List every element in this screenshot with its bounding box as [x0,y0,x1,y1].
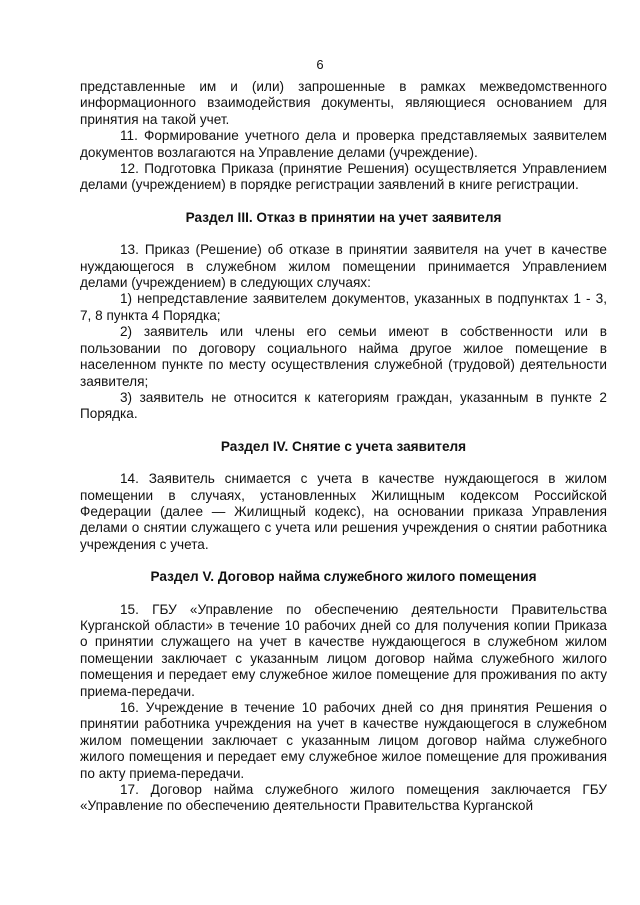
document-body [80,79,607,815]
paragraph-13: 13. Приказ (Решение) об отказе в принятии заявителя на учет в качестве нуждающегося в служебном жилом помещении принимается Управлением делами (учреждением) в следующих случаях: [80,242,607,291]
section-3-heading: Раздел III. Отказ в принятии на учет заявителя [185,209,502,225]
page-number: 6 [316,57,324,72]
paragraph-continuation: представленные им и (или) запрошенные в рамках межведомственного информационного взаимодействия документы, являющиеся основанием для принятия на такой учет. [80,79,607,127]
paragraph-14: 14. Заявитель снимается с учета в качестве нуждающегося в жилом помещении в случаях, установленных Жилищным кодексом Российской Федерации (далее — Жилищный кодекс), на основании приказа Управления делами о снятии служащего с учета или решения учреждения о снятии работника учреждения с учета. [80,471,607,552]
paragraph-12: 12. Подготовка Приказа (принятие Решения) осуществляется Управлением делами (учреждением) в порядке регистрации заявлений в книге регистрации. [80,161,607,193]
list-item-3: 3) заявитель не относится к категориям граждан, указанным в пункте 2 Порядка. [80,389,607,422]
paragraph-16: 16. Учреждение в течение 10 рабочих дней со дня принятия Решения о принятии работника учреждения на учет в качестве нуждающегося в служебном жилом помещении заключает с указанным лицом договор найма служебного жилого помещения и передает ему служебное жилое помещение для проживания по акту приема-передачи. [80,700,607,781]
list-item-1: 1) непредставление заявителем документов, указанных в подпунктах 1 - 3, 7, 8 пункта 4 Порядка; [80,291,607,323]
list-item-2: 2) заявитель или члены его семьи имеют в собственности или в пользовании по договору социального найма другое жилое помещение в населенном пункте по месту осуществления служебной (трудовой) деятельности заявителя; [80,324,607,389]
paragraph-11: 11. Формирование учетного дела и проверка представляемых заявителем документов возлагаются на Управление делами (учреждение). [80,128,607,160]
paragraph-15: 15. ГБУ «Управление по обеспечению деятельности Правительства Курганской области» в течение 10 рабочих дней со для получения копии Приказа о принятии служащего на учет в качестве нуждающегося в служебном жилом помещении заключает с указанным лицом договор найма служебного жилого помещения и передает ему служебное жилое помещение для проживания по акту приема-передачи. [80,601,607,699]
section-4-heading: Раздел IV. Снятие с учета заявителя [220,438,467,454]
section-5-heading: Раздел V. Договор найма служебного жилого помещения [150,569,537,585]
paragraph-17: 17. Договор найма служебного жилого помещения заключается ГБУ «Управление по обеспечению деятельности Правительства Курганской [80,782,607,814]
